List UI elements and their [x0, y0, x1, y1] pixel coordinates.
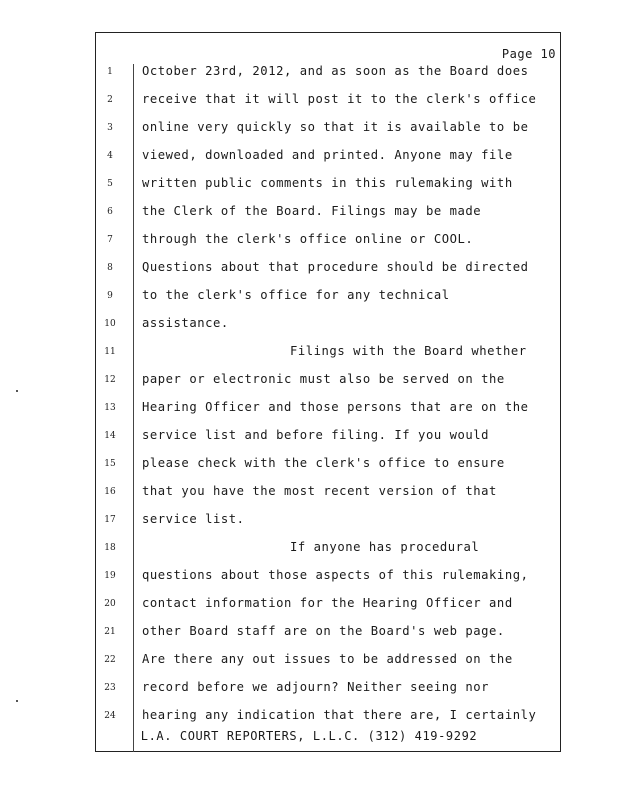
- transcript-line: [0, 258, 618, 286]
- transcript-line: [0, 202, 618, 230]
- transcript-line: [0, 650, 618, 678]
- transcript-line: [0, 426, 618, 454]
- line-number: 21: [104, 627, 116, 637]
- transcript-line: [0, 678, 618, 706]
- line-text: that you have the most recent version of that: [142, 484, 497, 498]
- line-number: 6: [107, 207, 113, 217]
- line-text: to the clerk's office for any technical: [142, 288, 450, 302]
- scan-speck: [16, 700, 18, 702]
- line-text: paper or electronic must also be served on the: [142, 372, 505, 386]
- transcript-line: [0, 566, 618, 594]
- line-number: 24: [104, 711, 116, 721]
- transcript-line: [0, 174, 618, 202]
- line-number: 10: [104, 319, 116, 329]
- line-text: receive that it will post it to the clerk's office: [142, 92, 537, 106]
- transcript-line: [0, 454, 618, 482]
- line-text: contact information for the Hearing Officer and: [142, 596, 513, 610]
- line-number: 19: [104, 571, 116, 581]
- line-number: 7: [107, 235, 113, 245]
- court-reporter-footer: L.A. COURT REPORTERS, L.L.C. (312) 419-9292: [140, 729, 478, 743]
- line-text: Are there any out issues to be addressed on the: [142, 652, 513, 666]
- line-text: assistance.: [142, 316, 229, 330]
- line-number: 12: [104, 375, 116, 385]
- transcript-line: [0, 370, 618, 398]
- line-text: through the clerk's office online or COOL.: [142, 232, 474, 246]
- line-text: viewed, downloaded and printed. Anyone may file: [142, 148, 513, 162]
- line-number: 3: [107, 123, 113, 133]
- line-text: please check with the clerk's office to ensure: [142, 456, 505, 470]
- line-text: the Clerk of the Board. Filings may be made: [142, 204, 482, 218]
- transcript-body: [0, 62, 618, 734]
- line-number: 17: [104, 515, 116, 525]
- transcript-line: [0, 622, 618, 650]
- line-text: record before we adjourn? Neither seeing nor: [142, 680, 490, 694]
- line-text: hearing any indication that there are, I certainly: [142, 708, 537, 722]
- line-text: Questions about that procedure should be directed: [142, 260, 529, 274]
- line-number: 13: [104, 403, 116, 413]
- line-number: 18: [104, 543, 116, 553]
- line-number: 22: [104, 655, 116, 665]
- line-number: 14: [104, 431, 116, 441]
- line-number: 2: [107, 95, 113, 105]
- line-text: online very quickly so that it is available to be: [142, 120, 529, 134]
- line-text: service list and before filing. If you would: [142, 428, 490, 442]
- transcript-line: [0, 230, 618, 258]
- line-text: written public comments in this rulemaking with: [142, 176, 513, 190]
- line-number: 11: [104, 347, 116, 357]
- transcript-line: [0, 342, 618, 370]
- line-text: other Board staff are on the Board's web page.: [142, 624, 505, 638]
- line-text: Filings with the Board whether: [290, 344, 527, 358]
- page-number: Page 10: [501, 47, 556, 61]
- line-number: 20: [104, 599, 116, 609]
- line-text: If anyone has procedural: [290, 540, 480, 554]
- line-number: 4: [107, 151, 113, 161]
- line-number: 1: [107, 67, 113, 77]
- transcript-line: [0, 62, 618, 90]
- line-text: October 23rd, 2012, and as soon as the Board does: [142, 64, 529, 78]
- line-number: 23: [104, 683, 116, 693]
- transcript-line: [0, 314, 618, 342]
- line-number: 16: [104, 487, 116, 497]
- line-number: 15: [104, 459, 116, 469]
- transcript-line: [0, 510, 618, 538]
- line-number: 5: [107, 179, 113, 189]
- scan-speck: [16, 390, 18, 392]
- transcript-line: [0, 118, 618, 146]
- line-number: 9: [107, 291, 113, 301]
- line-text: questions about those aspects of this rulemaking,: [142, 568, 529, 582]
- line-text: Hearing Officer and those persons that are on the: [142, 400, 529, 414]
- line-number: 8: [107, 263, 113, 273]
- transcript-line: [0, 90, 618, 118]
- transcript-line: [0, 398, 618, 426]
- line-text: service list.: [142, 512, 245, 526]
- transcript-line: [0, 146, 618, 174]
- transcript-line: [0, 538, 618, 566]
- transcript-line: [0, 594, 618, 622]
- transcript-line: [0, 482, 618, 510]
- transcript-line: [0, 286, 618, 314]
